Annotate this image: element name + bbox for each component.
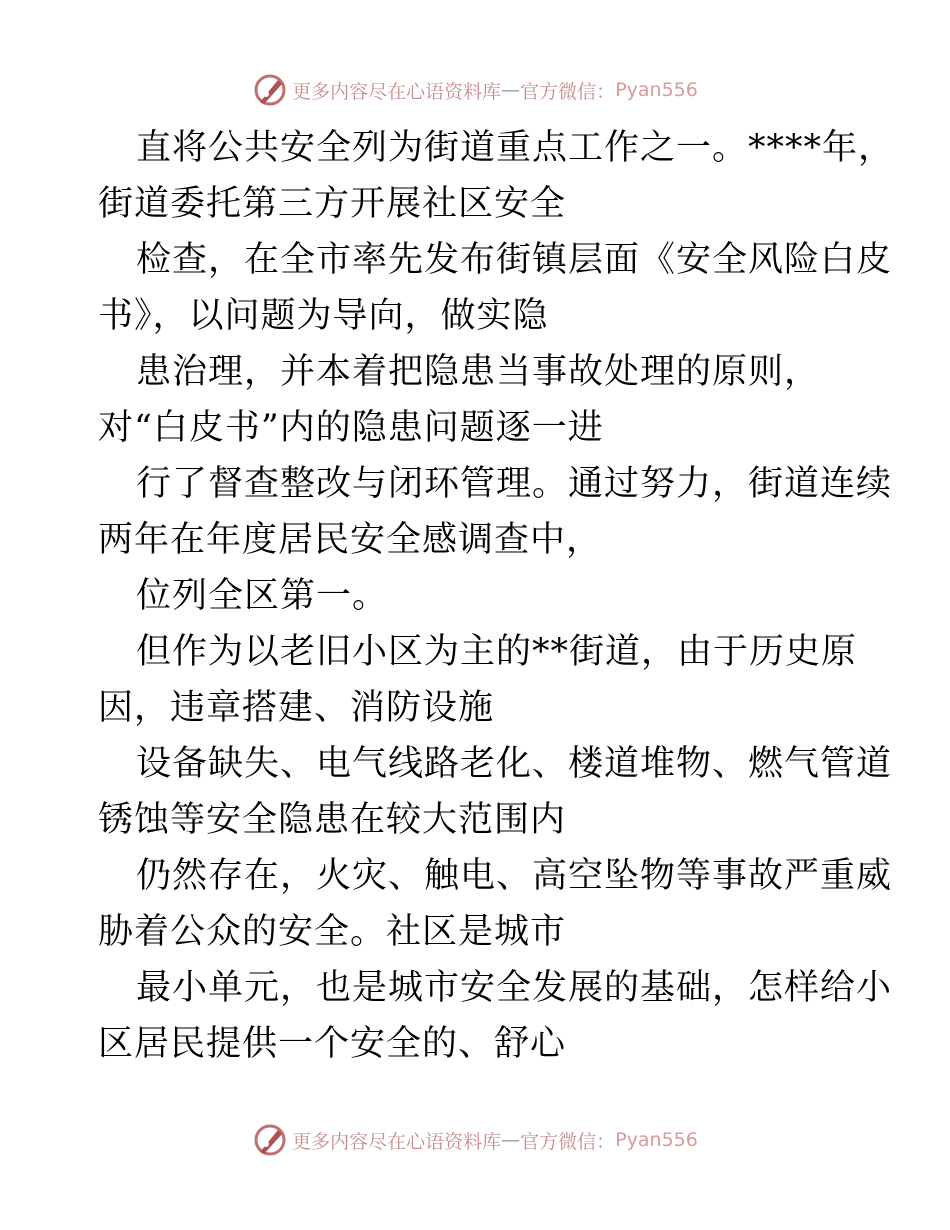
text-line: 两年在年度居民安全感调查中， — [98, 520, 603, 560]
text-line: 行了督查整改与闭环管理。通过努力，街道连续 — [136, 464, 893, 504]
footer-watermark — [0, 1120, 950, 1160]
watermark-separator: — — [501, 79, 521, 101]
header-watermark — [0, 70, 950, 110]
text-line: 区居民提供一个安全的、舒心 — [98, 1024, 567, 1064]
text-line: 最小单元，也是城市安全发展的基础，怎样给小 — [136, 968, 893, 1008]
text-line: 胁着公众的安全。社区是城市 — [98, 912, 567, 952]
text-line: 检查，在全市率先发布街镇层面《安全风险白皮 — [136, 240, 893, 280]
text-line: 书》，以问题为导向，做实隐 — [98, 296, 549, 336]
watermark-label: 官方微信： — [520, 80, 616, 103]
pen-logo-icon — [252, 72, 288, 108]
document-body — [98, 120, 895, 1072]
text-line: 对“白皮书”内的隐患问题逐一进 — [98, 408, 604, 448]
text-line: 直将公共安全列为街道重点工作之一。****年， — [136, 128, 895, 168]
watermark-text: 更多内容尽在心语资料库 — [292, 80, 502, 103]
watermark-label: 官方微信： — [520, 1130, 616, 1153]
watermark-account: Pyan556 — [615, 1129, 698, 1151]
text-line: 设备缺失、电气线路老化、楼道堆物、燃气管道 — [136, 744, 893, 784]
text-line: 街道委托第三方开展社区安全 — [98, 184, 567, 224]
text-line: 锈蚀等安全隐患在较大范围内 — [98, 800, 567, 840]
text-line: 但作为以老旧小区为主的**街道，由于历史原 — [136, 632, 858, 672]
watermark-account: Pyan556 — [615, 79, 698, 101]
watermark-separator: — — [501, 1129, 521, 1151]
text-line: 位列全区第一。 — [136, 576, 389, 616]
text-line: 因，违章搭建、消防设施 — [98, 688, 495, 728]
text-line: 仍然存在，火灾、触电、高空坠物等事故严重威 — [136, 856, 893, 896]
text-line: 患治理，并本着把隐患当事故处理的原则， — [136, 352, 821, 392]
pen-logo-icon — [252, 1122, 288, 1158]
watermark-text: 更多内容尽在心语资料库 — [292, 1130, 502, 1153]
